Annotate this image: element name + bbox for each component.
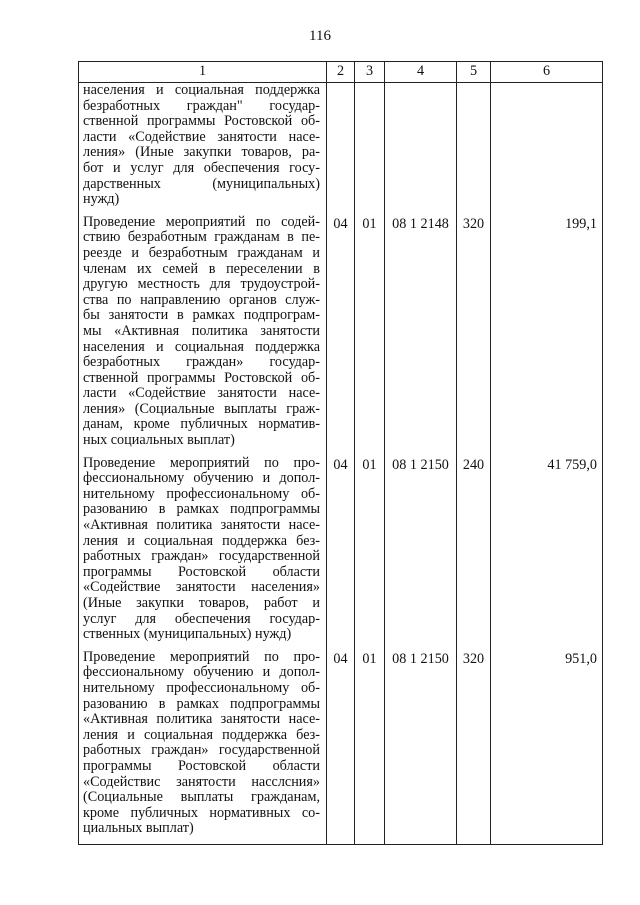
description-line: безработных граждан" государ- (83, 97, 320, 114)
description-line: «Содействие занятости населения» (83, 579, 320, 596)
description-line: ласти «Содействие занятости насе- (83, 385, 320, 402)
description-line: Проведение мероприятий по про- (83, 454, 320, 471)
description-line: ления и социальная поддержка без- (83, 532, 320, 549)
header-row (79, 62, 603, 83)
target-article-code: 08 1 2148 (385, 215, 457, 456)
description-line: программы Ростовской области (83, 563, 320, 580)
section-code (327, 83, 355, 215)
description-line: членам их семей в переселении в (83, 260, 320, 277)
description-line: «Активная политика занятости насе- (83, 711, 320, 728)
row-description (79, 215, 327, 456)
expense-type-code: 240 (457, 456, 491, 650)
description-line: ственной программы Ростовской об- (83, 113, 320, 130)
header-cell: 4 (385, 62, 457, 83)
header-cell: 1 (79, 62, 327, 83)
expense-type-code: 320 (457, 215, 491, 456)
description-line: Проведение мероприятий по про- (83, 648, 320, 665)
amount-value: 199,1 (491, 215, 603, 456)
target-article-code: 08 1 2150 (385, 456, 457, 650)
description-line: программы Ростовской области (83, 757, 320, 774)
description-line: нительному профессиональному об- (83, 679, 320, 696)
table-row (79, 83, 603, 215)
description-line: ственных (муниципальных) нужд) (83, 626, 292, 643)
description-line: ственной программы Ростовской об- (83, 369, 320, 386)
description-line: ласти «Содействие занятости насе- (83, 128, 320, 145)
header-cell: 6 (491, 62, 603, 83)
subsection-code: 01 (355, 650, 385, 845)
description-line: кроме публичных нормативных со- (83, 804, 320, 821)
expense-type-code (457, 83, 491, 215)
subsection-code (355, 83, 385, 215)
description-line: населения и социальная поддержка (83, 82, 320, 98)
description-line: ления» (Иные закупки товаров, ра- (83, 144, 320, 161)
description-line: работных граждан» государственной (83, 548, 320, 565)
description-line: работных граждан» государственной (83, 742, 320, 759)
amount-value: 951,0 (491, 650, 603, 845)
target-article-code (385, 83, 457, 215)
description-line: фессиональному обучению и допол- (83, 664, 320, 681)
description-line: бы занятости в рамках подпрограм- (83, 307, 320, 324)
section-code: 04 (327, 456, 355, 650)
description-line: ления» (Социальные выплаты граж- (83, 400, 320, 417)
description-line: (Иные закупки товаров, работ и (83, 595, 320, 611)
description-line: ствию безработным гражданам в пе- (83, 229, 320, 246)
table-row (79, 456, 603, 650)
row-description (79, 456, 327, 650)
description-line: разованию в рамках подпрограммы (83, 695, 320, 712)
subsection-code: 01 (355, 215, 385, 456)
row-description (79, 83, 327, 215)
target-article-code: 08 1 2150 (385, 650, 457, 845)
description-line: циальных выплат) (83, 820, 194, 837)
description-line: услуг для обеспечения государ- (83, 610, 320, 627)
row-description (79, 650, 327, 845)
description-line: «Содействис занятости насслсния» (83, 773, 320, 790)
description-line: ства по направлению органов служ- (83, 291, 320, 308)
amount-value (491, 83, 603, 215)
description-line: ных социальных выплат) (83, 432, 235, 449)
description-line: данам, кроме публичных норматив- (83, 416, 320, 433)
page-number: 116 (309, 28, 331, 44)
description-line: ления и социальная поддержка без- (83, 726, 320, 743)
description-line: нительному профессиональному об- (83, 485, 320, 502)
description-line: другую местность для трудоустрой- (83, 276, 320, 293)
description-line: безработных граждан» государ- (83, 354, 320, 371)
description-line: реезде и безработным гражданам и (83, 244, 320, 261)
description-line: разованию в рамках подпрограммы (83, 501, 320, 518)
description-line: фессиональному обучению и допол- (83, 470, 320, 487)
description-line: мы «Активная политика занятости (83, 322, 320, 339)
table-row (79, 650, 603, 845)
description-line: населения и социальная поддержка (83, 338, 320, 355)
description-line: «Активная политика занятости насе- (83, 517, 320, 534)
section-code: 04 (327, 215, 355, 456)
description-line: (Социальные выплаты гражданам, (83, 789, 320, 806)
budget-table (78, 61, 603, 845)
table-row (79, 215, 603, 456)
header-cell: 2 (327, 62, 355, 83)
amount-value: 41 759,0 (491, 456, 603, 650)
description-line: бот и услуг для обеспечения госу- (83, 159, 320, 176)
header-cell: 3 (355, 62, 385, 83)
section-code: 04 (327, 650, 355, 845)
expense-type-code: 320 (457, 650, 491, 845)
header-cell: 5 (457, 62, 491, 83)
description-line: нужд) (83, 191, 120, 208)
description-line: Проведение мероприятий по содей- (83, 213, 320, 230)
description-line: дарственных (муниципальных) (83, 175, 320, 192)
subsection-code: 01 (355, 456, 385, 650)
